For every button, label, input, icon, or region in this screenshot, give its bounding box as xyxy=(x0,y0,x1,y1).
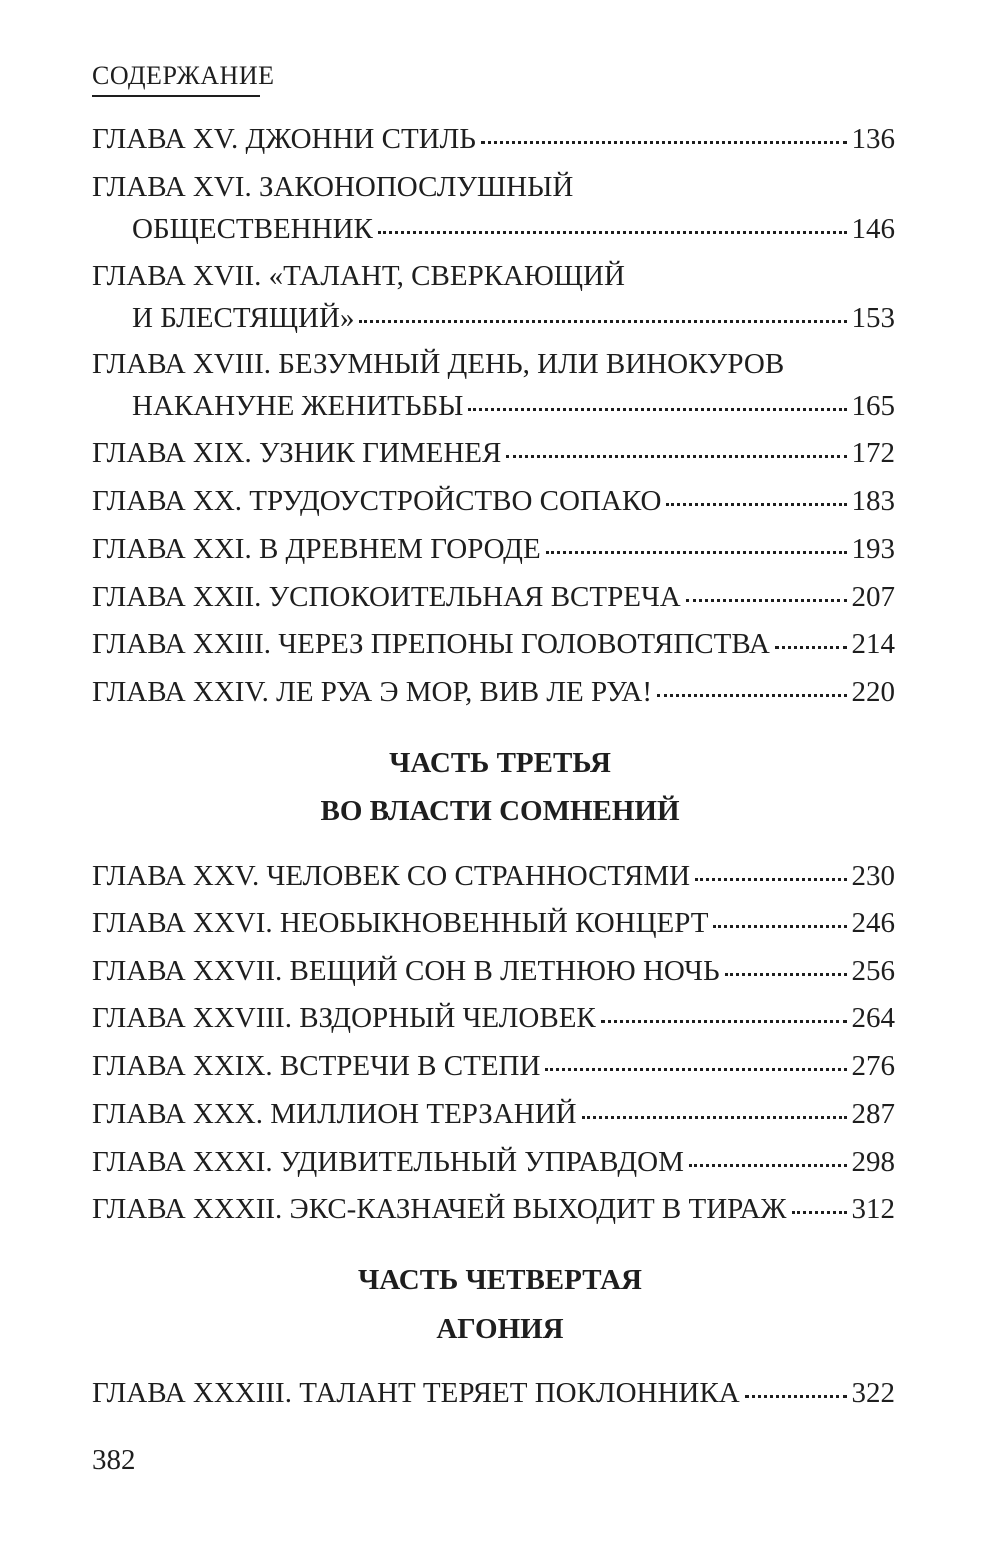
dot-leader xyxy=(713,925,846,928)
toc-entry-page: 214 xyxy=(851,628,895,660)
toc-entry-title-continued: НАКАНУНЕ ЖЕНИТЬБЫ xyxy=(132,390,464,422)
dot-leader xyxy=(657,694,846,697)
toc-entry-title: ГЛАВА XXIV. ЛЕ РУА Э МОР, ВИВ ЛЕ РУА! xyxy=(92,676,653,708)
toc-entry-title: ГЛАВА XXXIII. ТАЛАНТ ТЕРЯЕТ ПОКЛОННИКА xyxy=(92,1377,740,1409)
toc-entry-page: 276 xyxy=(851,1050,895,1082)
dot-leader xyxy=(582,1116,847,1119)
toc-entry-title: ГЛАВА XXVI. НЕОБЫКНОВЕННЫЙ КОНЦЕРТ xyxy=(92,907,709,939)
toc-entry-title-continued: ОБЩЕСТВЕННИК xyxy=(132,213,373,245)
toc-entry-ch32[interactable] xyxy=(92,1189,895,1229)
toc-entry-title: ГЛАВА XIX. УЗНИК ГИМЕНЕЯ xyxy=(92,437,502,469)
dot-leader xyxy=(468,408,846,411)
dot-leader xyxy=(546,551,847,554)
toc-entry-title: ГЛАВА XXX. МИЛЛИОН ТЕРЗАНИЙ xyxy=(92,1098,577,1130)
toc-entry-ch19[interactable] xyxy=(92,433,895,473)
toc-entry-page: 246 xyxy=(851,907,895,939)
toc-entry-ch28[interactable] xyxy=(92,998,895,1038)
toc-entry-ch18-line2[interactable] xyxy=(132,386,895,426)
toc-entry-title: ГЛАВА XXVIII. ВЗДОРНЫЙ ЧЕЛОВЕК xyxy=(92,1002,596,1034)
toc-entry-title: ГЛАВА XXII. УСПОКОИТЕЛЬНАЯ ВСТРЕЧА xyxy=(92,581,681,613)
dot-leader xyxy=(689,1164,847,1167)
toc-entry-page: 256 xyxy=(851,955,895,987)
toc-entry-ch15[interactable] xyxy=(92,119,895,159)
part-three-heading: ЧАСТЬ ТРЕТЬЯ xyxy=(389,747,611,779)
toc-entry-ch20[interactable] xyxy=(92,481,895,521)
dot-leader xyxy=(695,878,846,881)
dot-leader xyxy=(481,141,847,144)
toc-entry-title: ГЛАВА XXVII. ВЕЩИЙ СОН В ЛЕТНЮЮ НОЧЬ xyxy=(92,955,720,987)
running-header: СОДЕРЖАНИЕ xyxy=(92,61,275,90)
toc-entry-page: 153 xyxy=(851,302,895,334)
toc-entry-title-continued: И БЛЕСТЯЩИЙ» xyxy=(132,302,355,334)
toc-entry-title: ГЛАВА XVIII. БЕЗУМНЫЙ ДЕНЬ, ИЛИ ВИНОКУРОВ xyxy=(92,348,785,380)
toc-entry-page: 264 xyxy=(851,1002,895,1034)
toc-entry-page: 136 xyxy=(851,123,895,155)
toc-entry-title: ГЛАВА XVI. ЗАКОНОПОСЛУШНЫЙ xyxy=(92,171,574,203)
toc-entry-ch16-line2[interactable] xyxy=(132,209,895,249)
toc-entry-ch31[interactable] xyxy=(92,1142,895,1182)
dot-leader xyxy=(745,1395,847,1398)
toc-entry-ch33[interactable] xyxy=(92,1373,895,1413)
dot-leader xyxy=(378,231,847,234)
dot-leader xyxy=(545,1068,846,1071)
toc-entry-ch26[interactable] xyxy=(92,903,895,943)
dot-leader xyxy=(506,455,846,458)
toc-entry-ch16-line1[interactable] xyxy=(92,167,895,207)
toc-entry-page: 172 xyxy=(851,437,895,469)
toc-entry-page: 207 xyxy=(851,581,895,613)
toc-entry-ch17-line1[interactable] xyxy=(92,256,895,296)
dot-leader xyxy=(359,320,846,323)
toc-entry-ch25[interactable] xyxy=(92,856,895,896)
part-four-subtitle: АГОНИЯ xyxy=(436,1313,564,1345)
toc-entry-ch23[interactable] xyxy=(92,624,895,664)
part-three-subtitle: ВО ВЛАСТИ СОМНЕНИЙ xyxy=(320,795,680,827)
toc-entry-page: 183 xyxy=(851,485,895,517)
toc-entry-ch18-line1[interactable] xyxy=(92,344,895,384)
header-rule xyxy=(92,95,260,97)
part-four-heading: ЧАСТЬ ЧЕТВЕРТАЯ xyxy=(358,1264,642,1296)
toc-entry-title: ГЛАВА XXIII. ЧЕРЕЗ ПРЕПОНЫ ГОЛОВОТЯПСТВА xyxy=(92,628,770,660)
toc-entry-page: 220 xyxy=(851,676,895,708)
toc-entry-title: ГЛАВА XXXII. ЭКС-КАЗНАЧЕЙ ВЫХОДИТ В ТИРАЖ xyxy=(92,1193,787,1225)
toc-entry-page: 193 xyxy=(851,533,895,565)
toc-entry-ch27[interactable] xyxy=(92,951,895,991)
toc-entry-page: 146 xyxy=(851,213,895,245)
toc-entry-page: 230 xyxy=(851,860,895,892)
toc-entry-title: ГЛАВА XXI. В ДРЕВНЕМ ГОРОДЕ xyxy=(92,533,541,565)
toc-entry-page: 287 xyxy=(851,1098,895,1130)
toc-entry-title: ГЛАВА XV. ДЖОННИ СТИЛЬ xyxy=(92,123,476,155)
dot-leader xyxy=(686,599,847,602)
toc-entry-ch30[interactable] xyxy=(92,1094,895,1134)
dot-leader xyxy=(601,1020,847,1023)
toc-entry-page: 165 xyxy=(851,390,895,422)
toc-entry-title: ГЛАВА XXV. ЧЕЛОВЕК СО СТРАННОСТЯМИ xyxy=(92,860,691,892)
dot-leader xyxy=(792,1211,847,1214)
toc-entry-ch24[interactable] xyxy=(92,672,895,712)
toc-entry-title: ГЛАВА XVII. «ТАЛАНТ, СВЕРКАЮЩИЙ xyxy=(92,260,625,292)
toc-entry-title: ГЛАВА XX. ТРУДОУСТРОЙСТВО СОПАКО xyxy=(92,485,662,517)
toc-entry-page: 298 xyxy=(851,1146,895,1178)
toc-entry-title: ГЛАВА XXXI. УДИВИТЕЛЬНЫЙ УПРАВДОМ xyxy=(92,1146,684,1178)
toc-entry-page: 322 xyxy=(851,1377,895,1409)
toc-entry-title: ГЛАВА XXIX. ВСТРЕЧИ В СТЕПИ xyxy=(92,1050,541,1082)
page-number: 382 xyxy=(92,1444,136,1476)
dot-leader xyxy=(775,646,847,649)
dot-leader xyxy=(725,973,847,976)
toc-entry-ch17-line2[interactable] xyxy=(132,298,895,338)
toc-entry-ch21[interactable] xyxy=(92,529,895,569)
dot-leader xyxy=(666,503,846,506)
toc-entry-ch29[interactable] xyxy=(92,1046,895,1086)
toc-entry-page: 312 xyxy=(851,1193,895,1225)
toc-entry-ch22[interactable] xyxy=(92,577,895,617)
